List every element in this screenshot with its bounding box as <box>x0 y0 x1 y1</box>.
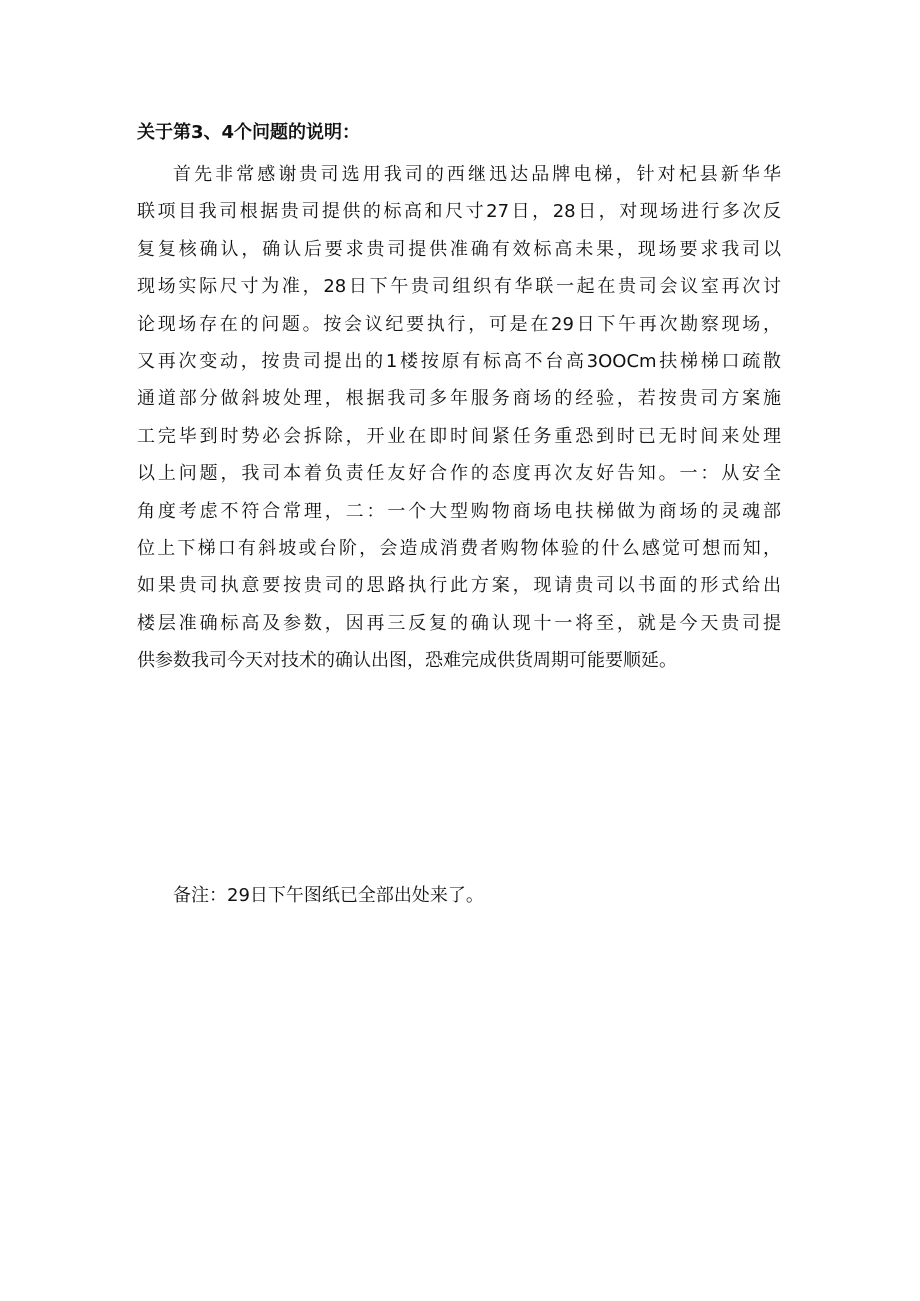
paragraph-line: 如果贵司执意要按贵司的思路执行此方案，现请贵司以书面的形式给出 <box>137 575 781 597</box>
paragraph-line: 现场实际尺寸为准，28日下午贵司组织有华联一起在贵司会议室再次讨 <box>137 276 781 298</box>
paragraph-line: 楼层准确标高及参数，因再三反复的确认现十一将至，就是今天贵司提 <box>137 612 781 634</box>
paragraph-line: 以上问题，我司本着负责任友好合作的态度再次友好告知。一：从安全 <box>137 463 781 485</box>
main-paragraph <box>137 156 781 679</box>
paragraph-line: 复复核确认，确认后要求贵司提供准确有效标高未果，现场要求我司以 <box>137 238 781 260</box>
paragraph-line: 位上下梯口有斜坡或台阶，会造成消费者购物体验的什么感觉可想而知， <box>137 537 781 559</box>
paragraph-line: 工完毕到时势必会拆除，开业在即时间紧任务重恐到时已无时间来处理 <box>137 425 781 447</box>
document-heading: 关于第3、4个问题的说明： <box>137 122 361 143</box>
paragraph-line: 角度考虑不符合常理，二：一个大型购物商场电扶梯做为商场的灵魂部 <box>137 500 781 522</box>
paragraph-line: 首先非常感谢贵司选用我司的西继迅达品牌电梯，针对杞县新华华 <box>173 164 781 185</box>
paragraph-line: 通道部分做斜坡处理，根据我司多年服务商场的经验，若按贵司方案施 <box>137 388 781 410</box>
paragraph-line: 供参数我司今天对技术的确认出图，恐难完成供货周期可能要顺延。 <box>137 650 677 672</box>
paragraph-line: 论现场存在的问题。按会议纪要执行，可是在29日下午再次勘察现场， <box>137 313 781 335</box>
paragraph-line: 又再次变动，按贵司提出的1楼按原有标高不台高3OOCm扶梯梯口疏散 <box>137 350 781 372</box>
remark-note: 备注：29日下午图纸已全部出处来了。 <box>173 885 484 906</box>
paragraph-line: 联项目我司根据贵司提供的标高和尺寸27日，28日，对现场进行多次反 <box>137 201 781 223</box>
